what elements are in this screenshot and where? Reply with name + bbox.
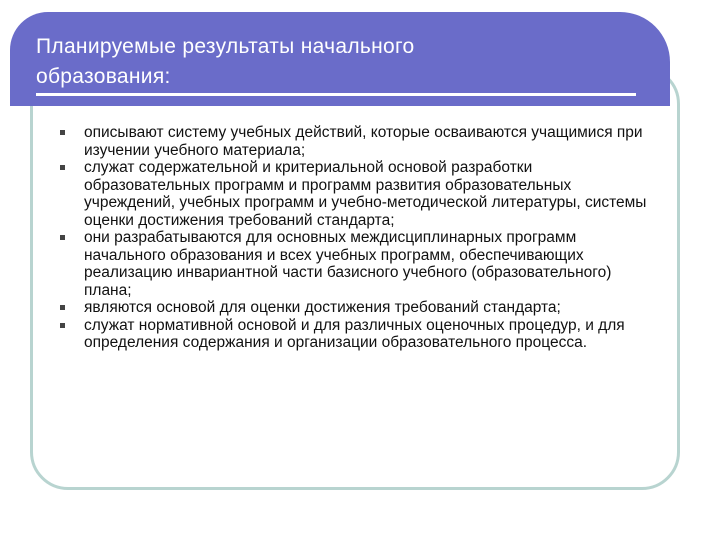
list-item <box>58 317 658 352</box>
square-bullet-icon <box>60 305 65 310</box>
bullet-list <box>58 124 658 352</box>
page-title <box>36 32 636 92</box>
list-item <box>58 299 658 317</box>
list-item <box>58 229 658 299</box>
bullet-text: служат содержательной и критериальной основой разработки образовательных программ и программ развития образовательных учреждений, учебных программ и учебно-методической литературы, системы оценки достижения требований стандарта; <box>84 159 647 229</box>
list-item <box>58 159 658 229</box>
bullet-text: описывают систему учебных действий, которые осваиваются учащимися при изучении учебного материала; <box>84 124 643 159</box>
square-bullet-icon <box>60 323 65 328</box>
square-bullet-icon <box>60 130 65 135</box>
bullet-text: являются основой для оценки достижения требований стандарта; <box>84 299 561 316</box>
square-bullet-icon <box>60 165 65 170</box>
bullet-text: они разрабатываются для основных междисциплинарных программ начального образования и всех учебных программ, обеспечивающих реализацию инвариантной части базисного учебного (образовательного) плана; <box>84 229 612 299</box>
title-line-1: Планируемые результаты начального <box>36 35 415 58</box>
square-bullet-icon <box>60 235 65 240</box>
list-item <box>58 124 658 159</box>
title-divider <box>36 93 636 96</box>
bullet-text: служат нормативной основой и для различных оценочных процедур, и для определения содержания и организации образовательного процесса. <box>84 316 625 351</box>
title-line-2: образования: <box>36 65 171 88</box>
